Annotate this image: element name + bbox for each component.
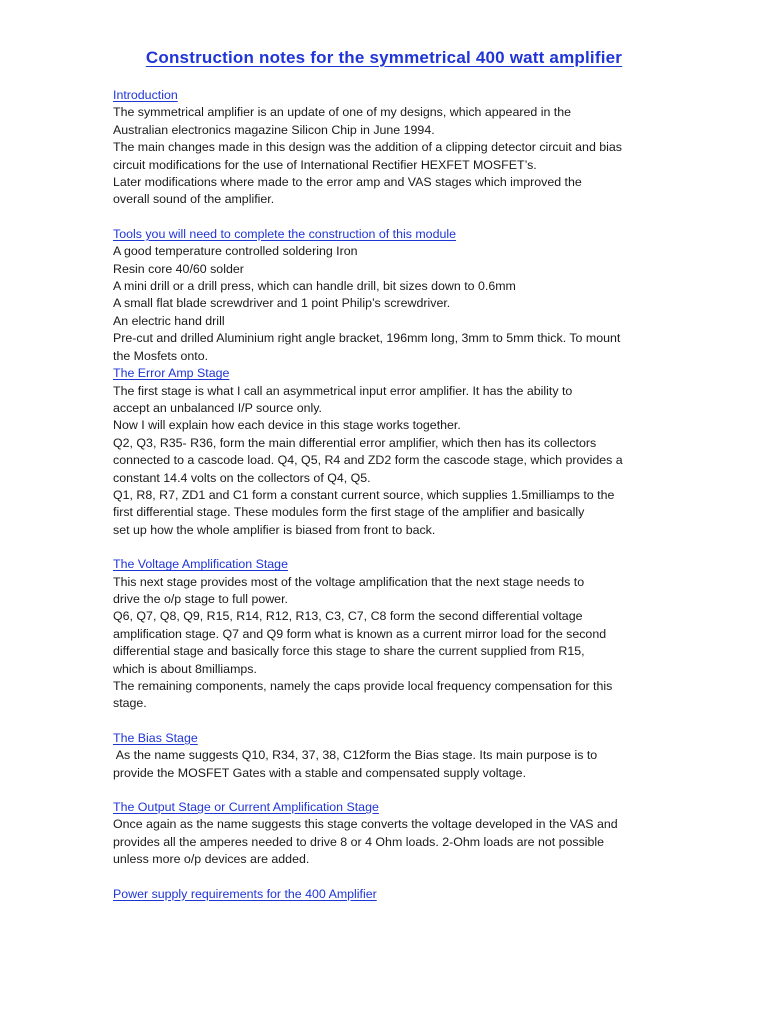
text-line: The symmetrical amplifier is an update of one of my designs, which appeared in the [113,105,571,120]
section-voltage-amplification-stage [113,556,658,713]
text-line: unless more o/p devices are added. [113,852,310,867]
text-line: As the name suggests Q10, R34, 37, 38, C12form the Bias stage. Its main purpose is to [113,748,598,763]
text-line: An electric hand drill [113,313,225,328]
text-line: Q6, Q7, Q8, Q9, R15, R14, R12, R13, C3, C7, C8 form the second differential voltage [113,609,583,624]
text-line: the Mosfets onto. [113,348,209,363]
spacer [113,782,658,799]
text-line: The first stage is what I call an asymmetrical input error amplifier. It has the ability to [113,383,573,398]
heading-tools[interactable]: Tools you will need to complete the construction of this module [113,226,456,241]
text-line: accept an unbalanced I/P source only. [113,400,322,415]
text-line: provide the MOSFET Gates with a stable and compensated supply voltage. [113,765,527,780]
text-line: constant 14.4 volts on the collectors of Q4, Q5. [113,470,371,485]
heading-voltage-amplification-stage[interactable]: The Voltage Amplification Stage [113,557,288,572]
heading-error-amp-stage[interactable]: The Error Amp Stage [113,366,230,381]
text-line: provides all the amperes needed to drive 8 or 4 Ohm loads. 2-Ohm loads are not possible [113,834,605,849]
text-line: Australian electronics magazine Silicon Chip in June 1994. [113,122,435,137]
text-line: The remaining components, namely the caps provide local frequency compensation for this [113,679,613,693]
text-line: set up how the whole amplifier is biased from front to back. [113,522,436,537]
text-line: The main changes made in this design was the addition of a clipping detector circuit and bias [113,140,623,155]
spacer [113,869,658,886]
text-line: Now I will explain how each device in this stage works together. [113,418,461,433]
text-line: circuit modifications for the use of International Rectifier HEXFET MOSFET’s. [113,157,537,172]
section-introduction [113,87,658,209]
text-line: drive the o/p stage to full power. [113,591,288,606]
heading-bias-stage[interactable]: The Bias Stage [113,730,198,745]
document-body [113,87,658,903]
heading-power-supply[interactable]: Power supply requirements for the 400 Amplifier [113,886,377,901]
text-line: Once again as the name suggests this stage converts the voltage developed in the VAS and [113,817,618,832]
text-line: A good temperature controlled soldering Iron [113,244,358,259]
heading-introduction[interactable]: Introduction [113,88,178,102]
heading-output-stage[interactable]: The Output Stage or Current Amplification Stage [113,800,379,815]
text-line: differential stage and basically force this stage to share the current supplied from R15, [113,644,585,659]
section-output-stage [113,799,658,869]
text-line: A small flat blade screwdriver and 1 point Philip’s screwdriver. [113,296,451,311]
document-title: Construction notes for the symmetrical 400 watt amplifier [145,48,623,67]
text-line: connected to a cascode load. Q4, Q5, R4 and ZD2 form the cascode stage, which provides a [113,453,623,468]
spacer [113,539,658,556]
section-power-supply [113,886,658,903]
text-line: stage. [113,696,147,711]
text-line: Pre-cut and drilled Aluminium right angle bracket, 196mm long, 3mm to 5mm thick. To mount [113,331,621,346]
text-line: Q1, R8, R7, ZD1 and C1 form a constant current source, which supplies 1.5milliamps to the [113,487,615,502]
section-error-amp-stage [113,365,658,539]
text-line: Later modifications where made to the error amp and VAS stages which improved the [113,175,582,190]
spacer [113,209,658,226]
text-line: Resin core 40/60 solder [113,261,244,276]
text-line: A mini drill or a drill press, which can handle drill, bit sizes down to 0.6mm [113,279,516,294]
section-bias-stage [113,730,658,782]
spacer [113,713,658,730]
text-line: first differential stage. These modules form the first stage of the amplifier and basically [113,505,585,520]
section-tools [113,226,658,365]
text-line: amplification stage. Q7 and Q9 form what is known as a current mirror load for the second [113,626,607,641]
text-line: overall sound of the amplifier. [113,192,275,207]
text-line: which is about 8milliamps. [113,661,257,676]
text-line: Q2, Q3, R35- R36, form the main differential error amplifier, which then has its collectors [113,435,597,450]
text-line: This next stage provides most of the voltage amplification that the next stage needs to [113,574,585,589]
